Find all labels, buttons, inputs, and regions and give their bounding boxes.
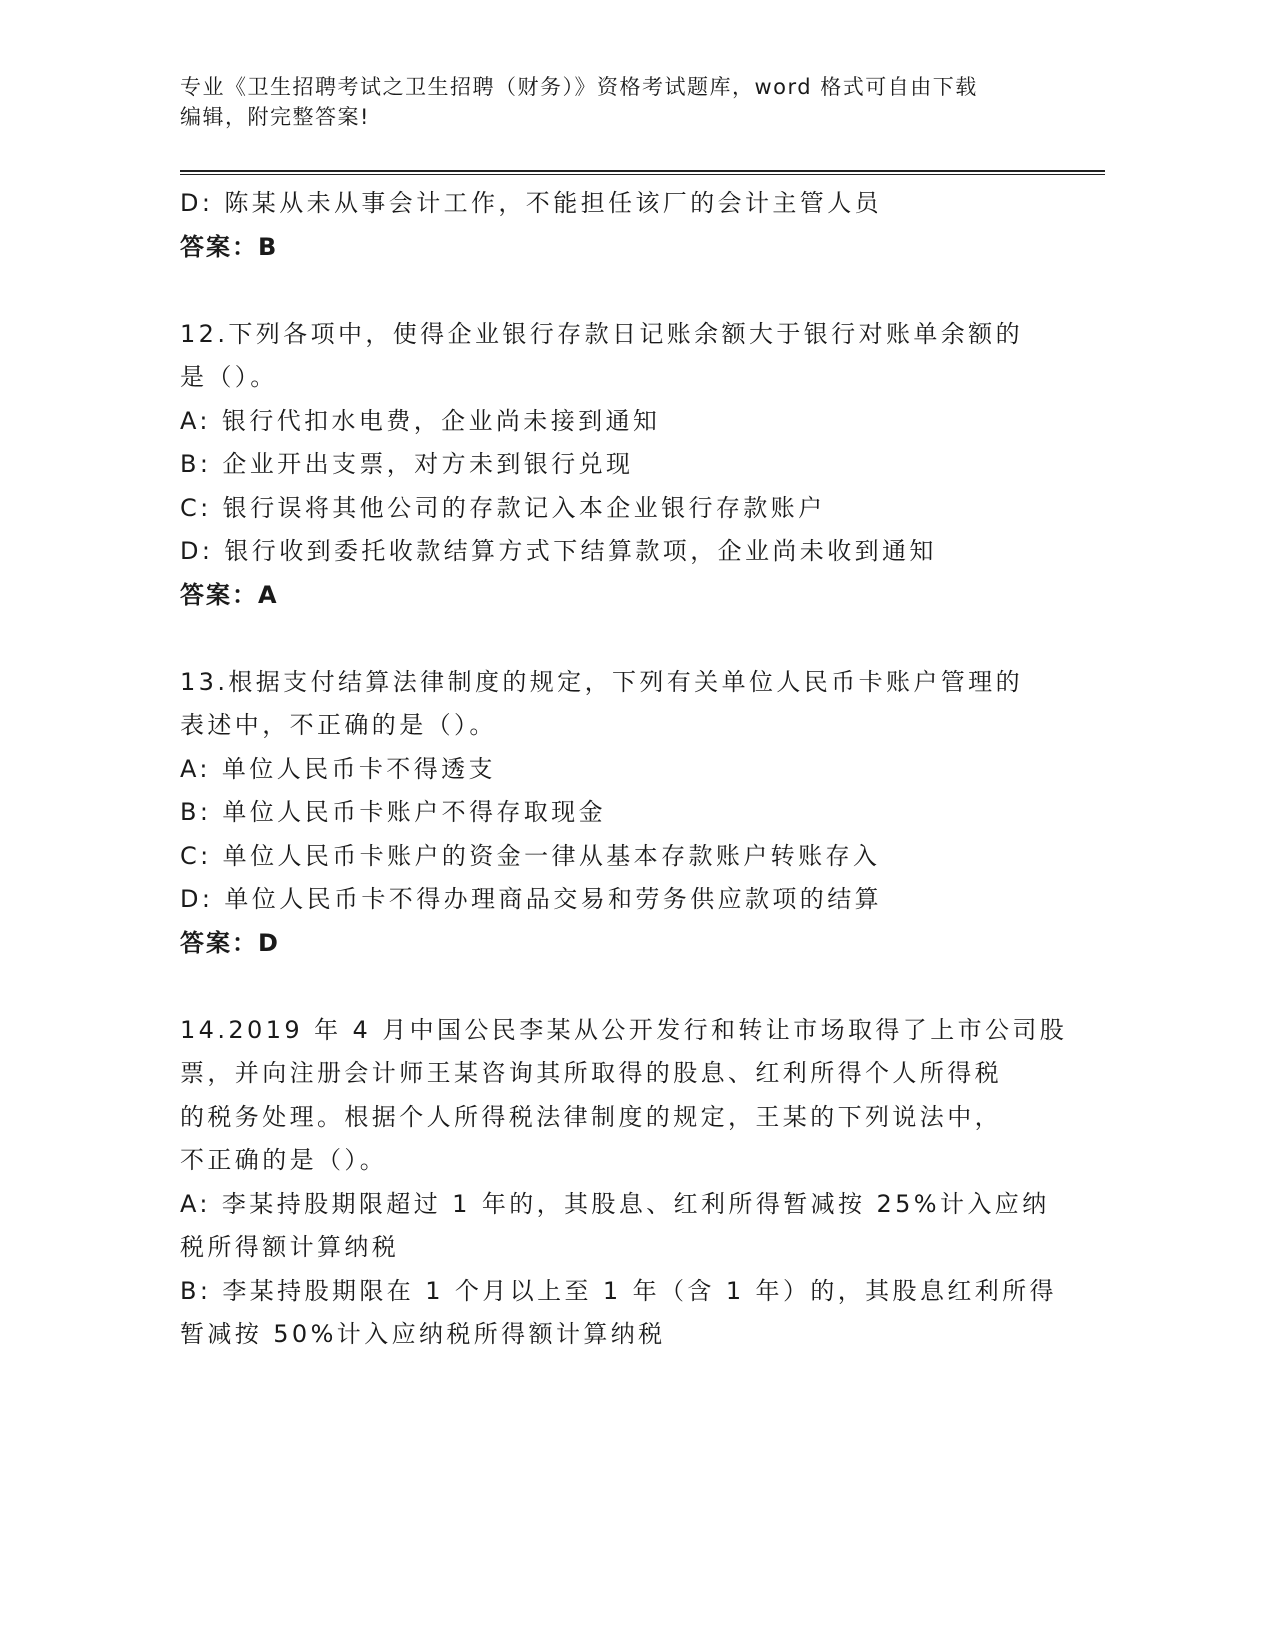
q12-option-c: C: 银行误将其他公司的存款记入本企业银行存款账户 bbox=[180, 493, 826, 522]
q14-option-a-line-1: A: 李某持股期限超过 1 年的，其股息、红利所得暂减按 25%计入应纳 bbox=[180, 1189, 1050, 1218]
q12-stem-line-2: 是（）。 bbox=[180, 363, 278, 391]
q12-answer: 答案：A bbox=[180, 580, 279, 609]
q14-option-b-line-1: B: 李某持股期限在 1 个月以上至 1 年（含 1 年）的，其股息红利所得 bbox=[180, 1276, 1057, 1305]
q14-option-a-line-2: 税所得额计算纳税 bbox=[180, 1233, 400, 1261]
q12-option-d: D: 银行收到委托收款结算方式下结算款项，企业尚未收到通知 bbox=[180, 537, 937, 565]
header-line-2: 编辑，附完整答案! bbox=[180, 105, 370, 129]
q13-option-c: C: 单位人民币卡账户的资金一律从基本存款账户转账存入 bbox=[180, 841, 881, 870]
q13-option-d: D: 单位人民币卡不得办理商品交易和劳务供应款项的结算 bbox=[180, 885, 882, 913]
q14-stem-line-1: 14.2019 年 4 月中国公民李某从公开发行和转让市场取得了上市公司股 bbox=[180, 1015, 1068, 1044]
q12-option-a: A: 银行代扣水电费，企业尚未接到通知 bbox=[180, 406, 661, 435]
q13-answer: 答案：D bbox=[180, 928, 280, 957]
q14-stem-line-2: 票，并向注册会计师王某咨询其所取得的股息、红利所得个人所得税 bbox=[180, 1059, 1002, 1087]
question-12 bbox=[180, 313, 1060, 618]
question-14 bbox=[180, 1009, 1068, 1357]
prev-answer: 答案：B bbox=[180, 232, 279, 261]
page-header bbox=[180, 72, 1040, 132]
spacer bbox=[180, 269, 1060, 313]
q14-stem-line-3: 的税务处理。根据个人所得税法律制度的规定，王某的下列说法中， bbox=[180, 1102, 1002, 1131]
q14-option-b-line-2: 暂减按 50%计入应纳税所得额计算纳税 bbox=[180, 1320, 666, 1348]
q12-stem-line-1: 12.下列各项中，使得企业银行存款日记账余额大于银行对账单余额的 bbox=[180, 319, 1023, 348]
header-divider bbox=[180, 170, 1105, 175]
q13-option-b: B: 单位人民币卡账户不得存取现金 bbox=[180, 798, 606, 826]
spacer bbox=[180, 965, 1060, 1009]
spacer bbox=[180, 617, 1060, 661]
q14-stem-line-4: 不正确的是（）。 bbox=[180, 1146, 388, 1174]
q13-stem-line-2: 表述中，不正确的是（）。 bbox=[180, 711, 497, 739]
q13-option-a: A: 单位人民币卡不得透支 bbox=[180, 754, 496, 783]
question-13 bbox=[180, 661, 1060, 966]
document-body bbox=[180, 182, 1068, 1357]
header-line-1: 专业《卫生招聘考试之卫生招聘（财务）》资格考试题库，word 格式可自由下载 bbox=[180, 75, 978, 99]
prev-option-d: D: 陈某从未从事会计工作，不能担任该厂的会计主管人员 bbox=[180, 189, 882, 217]
q13-stem-line-1: 13.根据支付结算法律制度的规定，下列有关单位人民币卡账户管理的 bbox=[180, 667, 1023, 696]
q12-option-b: B: 企业开出支票，对方未到银行兑现 bbox=[180, 450, 634, 478]
